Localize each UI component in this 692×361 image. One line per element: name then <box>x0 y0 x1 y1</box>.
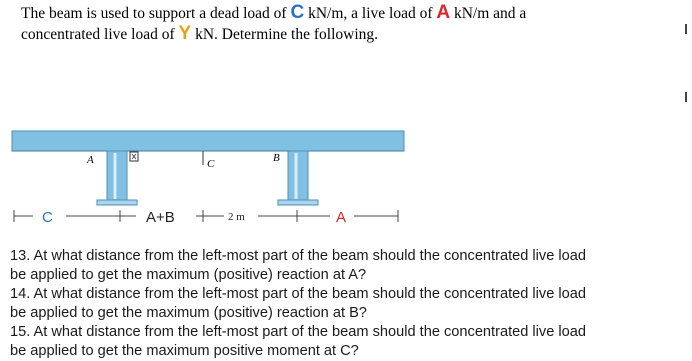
intro-text-3: kN/m and a <box>453 5 527 22</box>
intro-text-1: The beam is used to support a dead load of <box>21 5 287 22</box>
intro-text-4: concentrated live load of <box>21 26 175 43</box>
dead-load-symbol: C <box>290 2 305 23</box>
concentrated-load-symbol: Y <box>178 23 192 44</box>
edge-mark <box>685 92 687 102</box>
question-13-line-1: 13. At what distance from the left-most part of the beam should the concentrated live load <box>10 248 586 264</box>
question-14-line-2: be applied to get the maximum (positive) reaction at B? <box>10 305 367 321</box>
question-list <box>10 247 690 361</box>
dim-left-label: C <box>42 209 53 226</box>
intro-text-2: kN/m, a live load of <box>308 5 433 22</box>
live-load-symbol: A <box>436 2 451 23</box>
label-a: A <box>87 154 94 166</box>
question-14-line-1: 14. At what distance from the left-most part of the beam should the concentrated live load <box>10 286 586 302</box>
beam <box>12 131 404 151</box>
column-b <box>278 151 318 205</box>
edge-mark <box>685 24 687 34</box>
label-c: C <box>207 158 215 170</box>
intro-text-5: kN. Determine the following. <box>195 26 379 43</box>
label-b: B <box>273 152 280 164</box>
question-15-line-1: 15. At what distance from the left-most part of the beam should the concentrated live load <box>10 324 586 340</box>
question-15-line-2: be applied to get the maximum positive moment at C? <box>10 343 359 359</box>
dim-mid-label: A+B <box>146 209 175 226</box>
dim-right-label: A <box>336 209 347 226</box>
dim-2m-label: 2 m <box>228 211 245 223</box>
question-13-line-2: be applied to get the maximum (positive) reaction at A? <box>10 267 367 283</box>
